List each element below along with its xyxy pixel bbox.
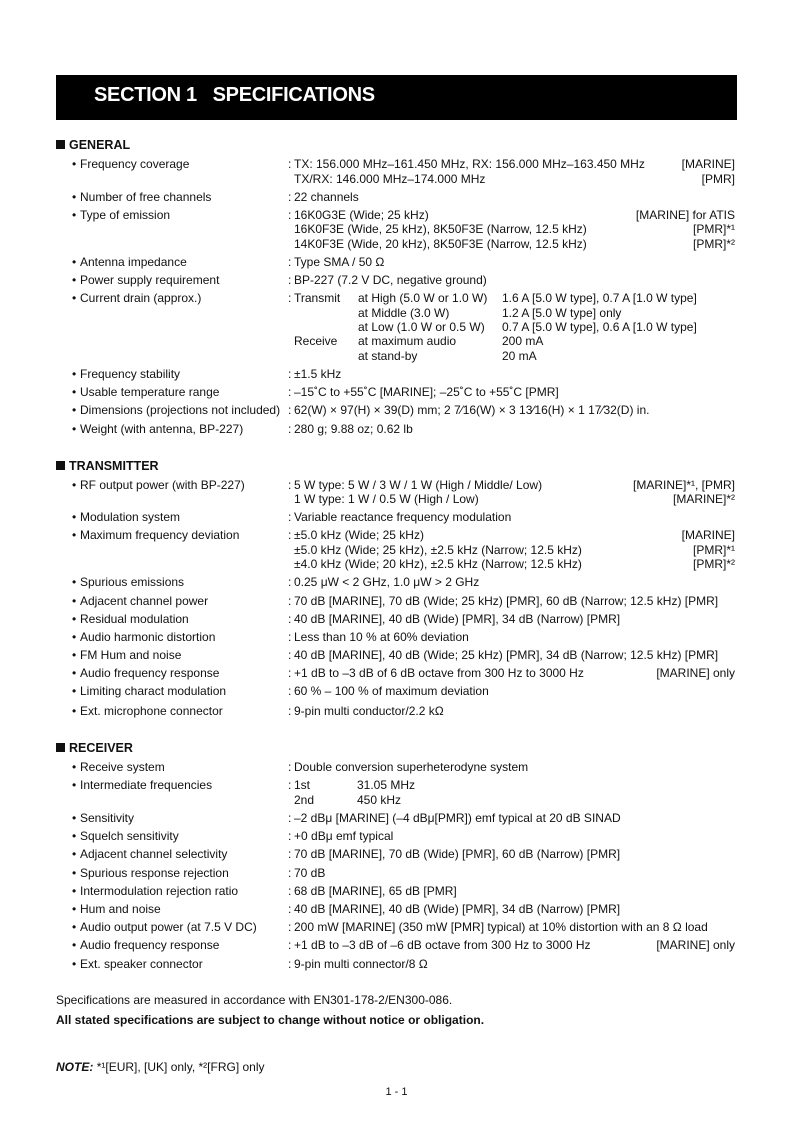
square-bullet-icon (56, 140, 65, 149)
general-heading: GENERAL (56, 138, 130, 152)
page-title: SECTION 1 SPECIFICATIONS (94, 84, 375, 106)
transmitter-heading: TRANSMITTER (56, 459, 159, 473)
measurement-note: Specifications are measured in accordance with EN301-178-2/EN300-086. (56, 993, 453, 1007)
receiver-heading: RECEIVER (56, 741, 133, 755)
section-banner (56, 75, 737, 120)
square-bullet-icon (56, 461, 65, 470)
page-number: 1 - 1 (385, 1086, 408, 1098)
footnote: NOTE: *¹[EUR], [UK] only, *²[FRG] only (56, 1060, 265, 1074)
square-bullet-icon (56, 743, 65, 752)
disclaimer: All stated specifications are subject to change without notice or obligation. (56, 1013, 485, 1027)
